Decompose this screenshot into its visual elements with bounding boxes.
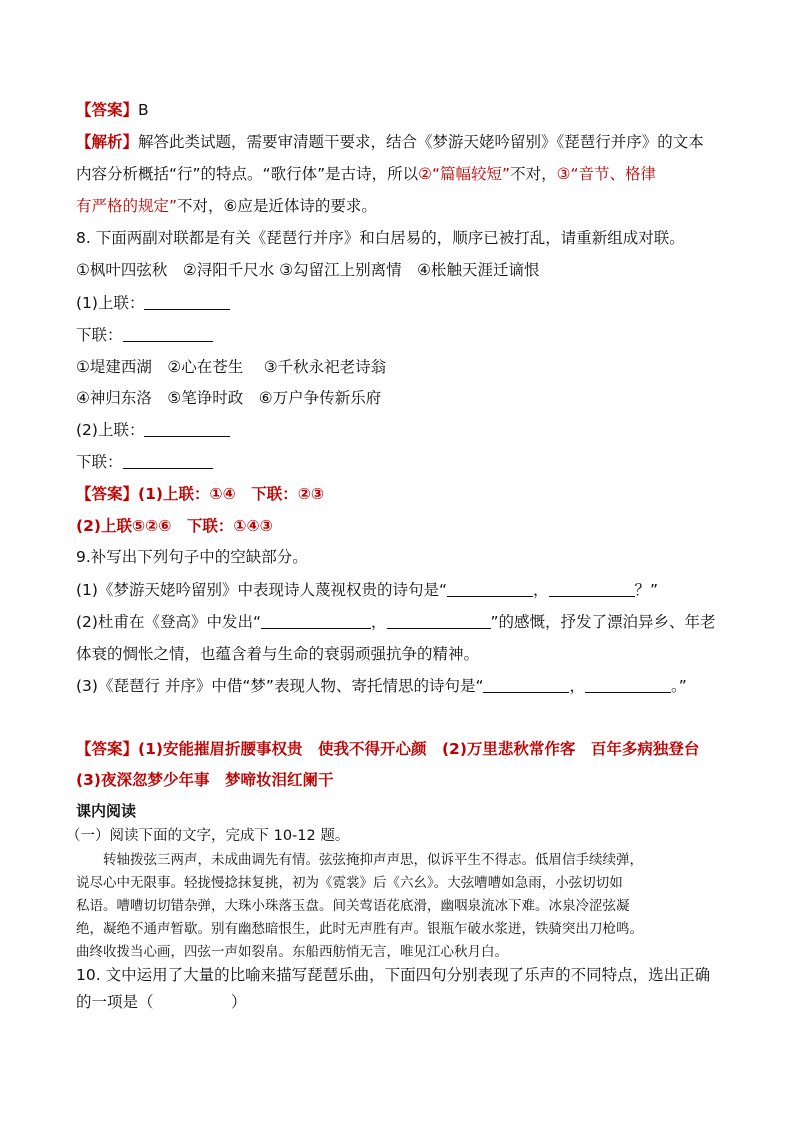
q8-p2-up-blank[interactable] bbox=[144, 420, 230, 437]
analysis-highlight-3: 有严格的规定” bbox=[76, 197, 178, 215]
section-heading: 课内阅读 bbox=[76, 802, 137, 820]
q9-answer-line-1 bbox=[76, 738, 699, 760]
answer-line-1 bbox=[76, 99, 149, 121]
answer-value: B bbox=[138, 101, 149, 119]
q9-s1-comma: ， bbox=[533, 581, 549, 599]
q9-s3-line bbox=[76, 675, 687, 697]
q9-s2-end: ”的感慨，抒发了漂泊异乡、年老 bbox=[490, 613, 716, 631]
q8-set1: ①枫叶四弦秋 ②浔阳千尺水 ③勾留江上别离情 ④枨触天涯迁谪恨 bbox=[76, 261, 540, 279]
q9-s1-blank-1[interactable] bbox=[447, 580, 533, 597]
q9-s2-line bbox=[76, 611, 716, 633]
q8-p1-down-blank[interactable] bbox=[123, 325, 213, 342]
answer-tag: 【答案】 bbox=[76, 101, 139, 119]
q9-s1-line bbox=[76, 579, 658, 601]
analysis-line-3 bbox=[76, 195, 377, 217]
analysis-highlight-1: ②“篇幅较短” bbox=[418, 165, 511, 183]
q8-p2-up-label: (2)上联： bbox=[76, 421, 145, 439]
q9-s2-cont: 体衰的惆怅之情，也蕴含着与生命的衰弱顽强抗争的精神。 bbox=[76, 645, 480, 663]
q8-p2-down-blank[interactable] bbox=[123, 452, 213, 469]
q9-answer-1: (1)安能摧眉折腰事权贵 使我不得开心颜 (2)万里悲秋常作客 百年多病独登台 bbox=[138, 740, 700, 758]
analysis-text-3: 不对，⑥应是近体诗的要求。 bbox=[177, 197, 377, 215]
q10-line-1: 10. 文中运用了大量的比喻来描写琵琶乐曲，下面四句分别表现了乐声的不同特点，选出正确 bbox=[76, 966, 711, 984]
analysis-highlight-2: ③“音节、格律 bbox=[556, 165, 657, 183]
passage-line-2: 说尽心中无限事。轻拢慢捻抹复挑，初为《霓裳》后《六幺》。大弦嘈嘈如急雨，小弦切切如 bbox=[76, 875, 623, 891]
reading-intro: （一）阅读下面的文字，完成下 10-12 题。 bbox=[66, 828, 350, 844]
q9-s2-blank-2[interactable] bbox=[387, 612, 491, 629]
q8-p2-down-line bbox=[76, 451, 213, 473]
q9-s2-blank-1[interactable] bbox=[261, 612, 371, 629]
q8-p1-down-label: 下联： bbox=[76, 326, 123, 344]
q9-s2-comma: ， bbox=[371, 613, 387, 631]
q9-s1-text: (1)《梦游天姥吟留别》中表现诗人蔑视权贵的诗句是“ bbox=[76, 581, 447, 599]
q9-s3-blank-1[interactable] bbox=[483, 676, 569, 693]
q8-answer-tag: 【答案】 bbox=[76, 485, 139, 503]
passage-line-5: 曲终收拨当心画，四弦一声如裂帛。东船西舫悄无言，唯见江心秋月白。 bbox=[76, 944, 508, 960]
q9-stem: 9.补写出下列句子中的空缺部分。 bbox=[76, 548, 308, 566]
q8-stem: 8. 下面两副对联都是有关《琵琶行并序》和白居易的，顺序已被打乱，请重新组成对联。 bbox=[76, 229, 685, 247]
q9-s3-comma: ， bbox=[569, 677, 585, 695]
q9-answer-2: (3)夜深忽梦少年事 梦啼妆泪红阑干 bbox=[76, 771, 334, 789]
passage-line-3: 私语。嘈嘈切切错杂弹，大珠小珠落玉盘。间关莺语花底滑，幽咽泉流冰下难。冰泉冷涩弦凝 bbox=[76, 898, 630, 914]
q9-answer-tag: 【答案】 bbox=[76, 740, 139, 758]
q8-answer-1: (1)上联：①④ 下联：②③ bbox=[138, 485, 324, 503]
q9-s3-text: (3)《琵琶行 并序》中借“梦”表现人物、寄托情思的诗句是“ bbox=[76, 677, 484, 695]
q8-set2b: ④神归东洛 ⑤笔诤时政 ⑥万户争传新乐府 bbox=[76, 389, 382, 407]
analysis-tag: 【解析】 bbox=[76, 133, 139, 151]
analysis-line-1 bbox=[76, 131, 704, 153]
analysis-text-2b: 不对， bbox=[510, 165, 557, 183]
q10-line-2: 的一项是（ ） bbox=[76, 993, 247, 1011]
analysis-text-2: 内容分析概括“行”的特点。“歌行体”是古诗，所以 bbox=[76, 165, 419, 183]
q8-answer-2: (2)上联⑤②⑥ 下联：①④③ bbox=[76, 517, 273, 535]
q8-set2a: ①堤建西湖 ②心在苍生 ③千秋永祀老诗翁 bbox=[76, 358, 387, 376]
q8-p1-up-blank[interactable] bbox=[144, 293, 230, 310]
q8-p1-up-label: (1)上联： bbox=[76, 294, 145, 312]
q8-p1-up-line bbox=[76, 292, 230, 314]
analysis-line-2 bbox=[76, 163, 656, 185]
passage-line-1: 转轴拨弦三两声，未成曲调先有情。弦弦掩抑声声思，似诉平生不得志。低眉信手续续弹， bbox=[76, 852, 643, 868]
q8-p1-down-line bbox=[76, 324, 213, 346]
q9-s1-blank-2[interactable] bbox=[549, 580, 635, 597]
q9-s1-end: ？” bbox=[634, 581, 659, 599]
q8-p2-up-line bbox=[76, 419, 230, 441]
analysis-text-1: 解答此类试题，需要审清题干要求，结合《梦游天姥吟留别》《琵琶行并序》的文本 bbox=[138, 133, 704, 151]
q9-s3-blank-2[interactable] bbox=[585, 676, 671, 693]
q9-s3-end: 。” bbox=[671, 677, 687, 695]
q9-s2-text: (2)杜甫在《登高》中发出“ bbox=[76, 613, 261, 631]
q8-p2-down-label: 下联： bbox=[76, 453, 123, 471]
passage-line-4: 绝，凝绝不通声暂歇。别有幽愁暗恨生，此时无声胜有声。银瓶乍破水浆迸，铁骑突出刀枪鸣。 bbox=[76, 921, 643, 937]
q8-answer-line-1 bbox=[76, 483, 324, 505]
